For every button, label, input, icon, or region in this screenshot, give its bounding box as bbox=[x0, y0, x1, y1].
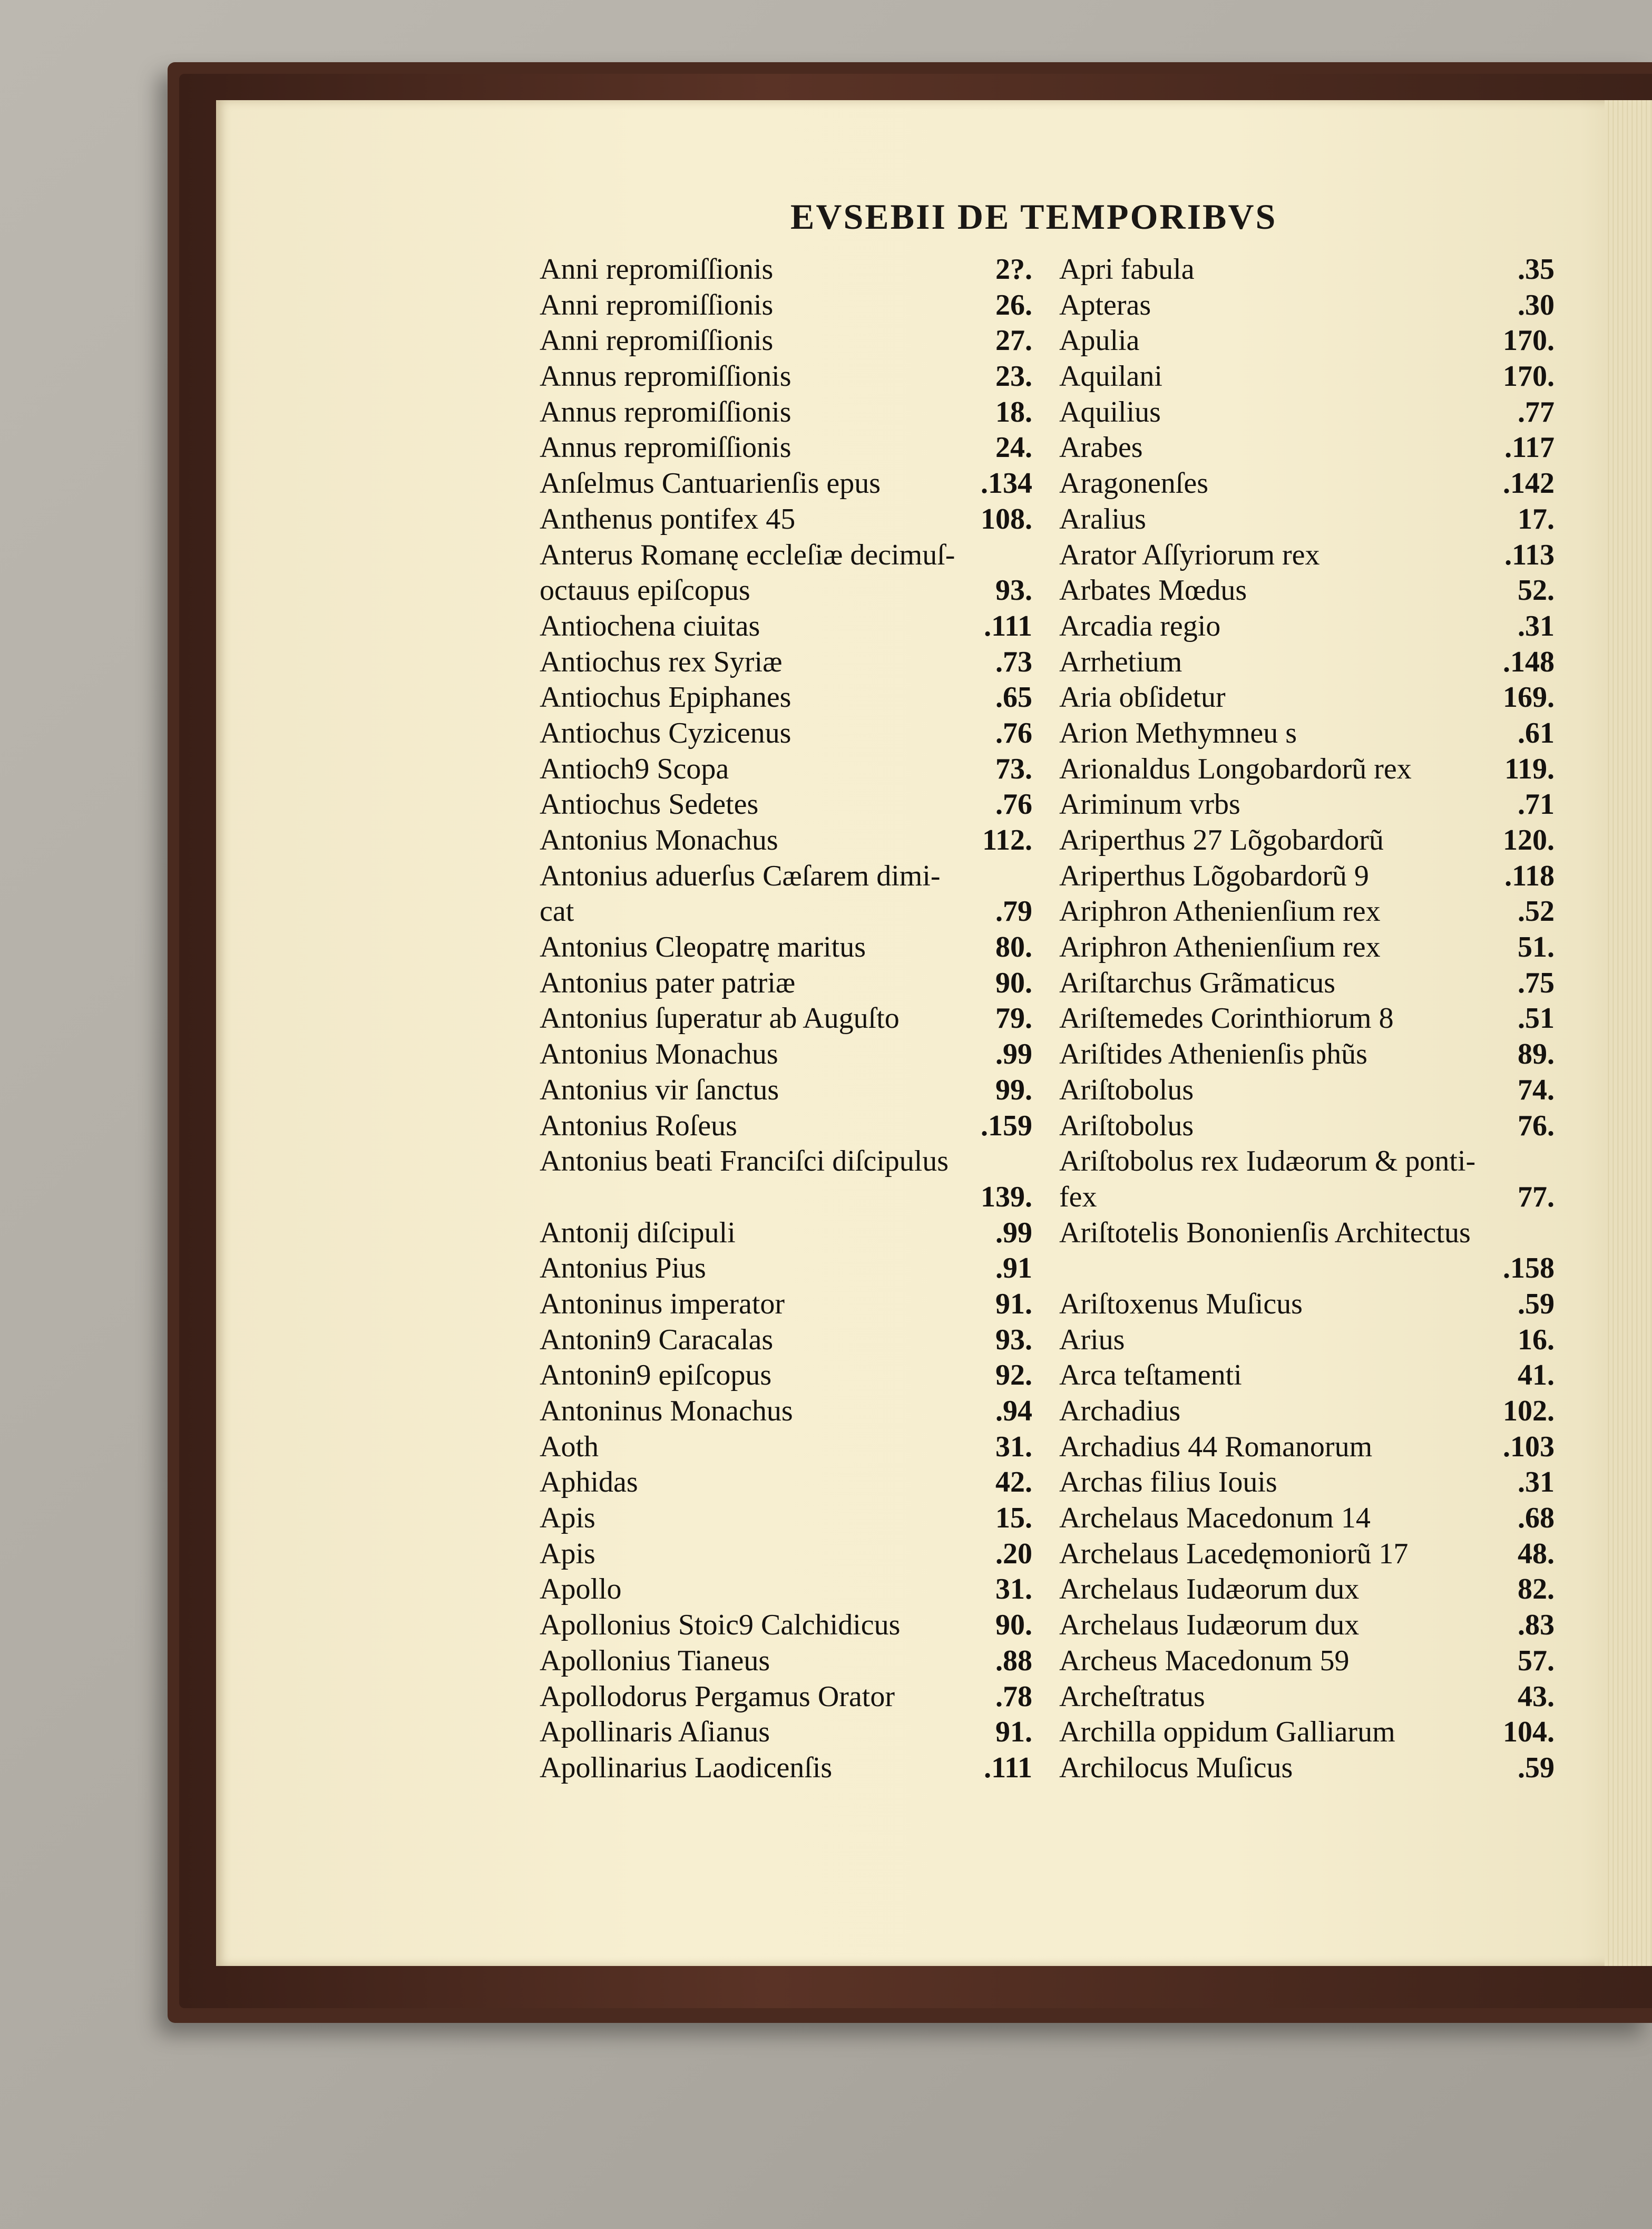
index-term: Anſelmus Cantuarienſis epus bbox=[540, 467, 881, 500]
index-page-number: .35 bbox=[1518, 253, 1555, 286]
index-page-number: 102. bbox=[1503, 1395, 1555, 1427]
index-page-number: 91. bbox=[995, 1716, 1032, 1749]
index-entry bbox=[1059, 1037, 1555, 1073]
index-entry bbox=[540, 288, 1032, 324]
index-entry bbox=[1059, 823, 1555, 859]
index-term: Apollinaris Aſianus bbox=[540, 1716, 770, 1749]
index-page-number: .77 bbox=[1518, 395, 1555, 429]
index-term: Antonius ſuperatur ab Auguſto bbox=[540, 1002, 900, 1035]
index-entry bbox=[1059, 323, 1555, 359]
index-term: Arcadia regio bbox=[1059, 609, 1221, 643]
index-entry bbox=[1059, 1429, 1555, 1465]
index-term: Archelaus Iudæorum dux bbox=[1059, 1573, 1360, 1606]
index-page-number: 57. bbox=[1518, 1644, 1555, 1677]
index-term: Annus repromiſſionis bbox=[540, 395, 791, 429]
index-term: Anterus Romanę eccleſiæ decimuſ- bbox=[540, 538, 955, 571]
index-entry bbox=[540, 1394, 1032, 1429]
index-term: Annus repromiſſionis bbox=[540, 431, 791, 464]
index-page-number: .103 bbox=[1503, 1430, 1555, 1463]
index-term: Ariperthus 27 Lõgobardorũ bbox=[1059, 824, 1384, 856]
index-entry bbox=[1059, 609, 1555, 645]
index-entry bbox=[540, 1073, 1032, 1108]
index-entry bbox=[1059, 1643, 1555, 1679]
index-entry bbox=[540, 1465, 1032, 1501]
index-term: Apollodorus Pergamus Orator bbox=[540, 1680, 895, 1713]
index-entry bbox=[540, 359, 1032, 395]
index-page-number: .117 bbox=[1504, 431, 1555, 464]
index-page-number: .68 bbox=[1518, 1502, 1555, 1535]
index-entry bbox=[540, 323, 1032, 359]
index-entry bbox=[540, 859, 1032, 894]
index-term: Aralius bbox=[1059, 502, 1146, 536]
index-entry bbox=[540, 1608, 1032, 1643]
index-page-number: 41. bbox=[1518, 1359, 1555, 1392]
index-term: Anni repromiſſionis bbox=[540, 324, 774, 357]
index-page-number: 43. bbox=[1518, 1680, 1555, 1713]
index-term: Antonius Cleopatrę maritus bbox=[540, 931, 866, 964]
index-page-number: .111 bbox=[984, 1751, 1032, 1784]
index-page-number: 23. bbox=[995, 360, 1032, 393]
index-page-number: .118 bbox=[1504, 859, 1555, 892]
index-entry bbox=[1059, 1394, 1555, 1429]
index-term: Antonius beati Franciſci diſcipulus bbox=[540, 1145, 949, 1178]
index-page-number: .61 bbox=[1518, 716, 1555, 750]
index-entry bbox=[540, 252, 1032, 288]
index-term: Apollinarius Laodicenſis bbox=[540, 1751, 833, 1784]
index-term: Aoth bbox=[540, 1430, 599, 1463]
index-page-number: 24. bbox=[995, 431, 1032, 464]
index-page-number: .91 bbox=[995, 1252, 1032, 1285]
index-page-number: .31 bbox=[1518, 1466, 1555, 1499]
index-entry bbox=[1059, 538, 1555, 573]
index-entry bbox=[540, 930, 1032, 966]
index-page-number: 2?. bbox=[995, 253, 1032, 286]
index-term: Ariminum vrbs bbox=[1059, 788, 1240, 821]
index-entry bbox=[540, 752, 1032, 787]
index-page-number: 18. bbox=[995, 395, 1032, 429]
index-term: Aquilani bbox=[1059, 360, 1162, 393]
index-column-left bbox=[540, 252, 1032, 1786]
index-term: Arionaldus Longobardorũ rex bbox=[1059, 752, 1412, 785]
index-entry bbox=[540, 1572, 1032, 1608]
index-page-number: 80. bbox=[995, 931, 1032, 964]
index-page-number: 16. bbox=[1518, 1323, 1555, 1356]
index-page-number: 26. bbox=[995, 288, 1032, 322]
index-page-number: 73. bbox=[995, 752, 1032, 785]
index-page-number: .113 bbox=[1504, 538, 1555, 571]
index-entry bbox=[1059, 1679, 1555, 1715]
index-page-number: .99 bbox=[995, 1038, 1032, 1071]
index-entry bbox=[540, 823, 1032, 859]
index-page-number: 93. bbox=[995, 574, 1032, 607]
index-page-number: .71 bbox=[1518, 788, 1555, 821]
index-page-number: 17. bbox=[1518, 502, 1555, 536]
index-term: octauus epiſcopus bbox=[540, 574, 750, 607]
index-term: Antioch9 Scopa bbox=[540, 752, 729, 785]
index-term: Aquilius bbox=[1059, 395, 1161, 429]
index-entry bbox=[1059, 1536, 1555, 1572]
index-term: Arrhetium bbox=[1059, 645, 1182, 678]
index-page-number: 77. bbox=[1518, 1180, 1555, 1213]
index-entry bbox=[540, 894, 1032, 930]
index-term: Anni repromiſſionis bbox=[540, 288, 774, 322]
index-term: Antiochus Epiphanes bbox=[540, 681, 791, 714]
index-page-number: 112. bbox=[982, 824, 1032, 856]
index-entry bbox=[1059, 252, 1555, 288]
index-entry bbox=[540, 1144, 1032, 1180]
index-page-number: 169. bbox=[1503, 681, 1555, 714]
index-page-number: .59 bbox=[1518, 1287, 1555, 1320]
index-term: Archeſtratus bbox=[1059, 1680, 1205, 1713]
index-page-number: .79 bbox=[995, 895, 1032, 928]
index-page-number: .88 bbox=[995, 1644, 1032, 1677]
index-term: Archelaus Lacedęmoniorũ 17 bbox=[1059, 1537, 1409, 1570]
index-term: Antonij diſcipuli bbox=[540, 1216, 736, 1249]
index-term: Anni repromiſſionis bbox=[540, 253, 774, 286]
index-term: Aphidas bbox=[540, 1466, 638, 1499]
index-term: Arabes bbox=[1059, 431, 1143, 464]
index-term: Archelaus Macedonum 14 bbox=[1059, 1502, 1371, 1535]
index-entry bbox=[540, 645, 1032, 680]
index-term: Archadius 44 Romanorum bbox=[1059, 1430, 1373, 1463]
index-term: Antonin9 epiſcopus bbox=[540, 1359, 772, 1392]
index-page-number: 76. bbox=[1518, 1109, 1555, 1142]
index-entry bbox=[1059, 1001, 1555, 1037]
index-entry bbox=[540, 1001, 1032, 1037]
index-page-number: 42. bbox=[995, 1466, 1032, 1499]
index-page-number: 120. bbox=[1503, 824, 1555, 856]
index-page-number: 108. bbox=[981, 502, 1032, 536]
index-page-number: 15. bbox=[995, 1502, 1032, 1535]
index-entry bbox=[1059, 680, 1555, 716]
index-term: Ariphron Athenienſium rex bbox=[1059, 895, 1381, 928]
index-page-number: 104. bbox=[1503, 1716, 1555, 1749]
index-entry bbox=[1059, 430, 1555, 466]
index-term: Apollonius Stoic9 Calchidicus bbox=[540, 1609, 901, 1642]
index-term: Ariſtemedes Corinthiorum 8 bbox=[1059, 1002, 1394, 1035]
index-page-number: 27. bbox=[995, 324, 1032, 357]
index-term: Antiochus rex Syriæ bbox=[540, 645, 783, 678]
index-entry bbox=[1059, 859, 1555, 894]
index-term: Ariſtobolus bbox=[1059, 1109, 1194, 1142]
index-term: Antonin9 Caracalas bbox=[540, 1323, 774, 1356]
index-page-number: .111 bbox=[984, 609, 1032, 643]
index-entry bbox=[1059, 1750, 1555, 1786]
index-entry bbox=[540, 1358, 1032, 1394]
index-page-number: 99. bbox=[995, 1073, 1032, 1106]
index-page-number: .75 bbox=[1518, 966, 1555, 999]
index-page-number: .142 bbox=[1503, 467, 1555, 500]
index-page-number: 31. bbox=[995, 1430, 1032, 1463]
index-page-number: 90. bbox=[995, 1609, 1032, 1642]
index-term: Apri fabula bbox=[1059, 253, 1195, 286]
index-term: Anthenus pontifex 45 bbox=[540, 502, 796, 536]
index-term: Arca teſtamenti bbox=[1059, 1359, 1242, 1392]
index-term: Antonius Monachus bbox=[540, 1038, 778, 1071]
index-entry bbox=[540, 787, 1032, 823]
index-page-number: .78 bbox=[995, 1680, 1032, 1713]
index-entry bbox=[540, 538, 1032, 573]
index-entry bbox=[540, 609, 1032, 645]
index-term: Apollo bbox=[540, 1573, 622, 1606]
index-page-number: .65 bbox=[995, 681, 1032, 714]
index-entry bbox=[1059, 752, 1555, 787]
index-page-number: .31 bbox=[1518, 609, 1555, 643]
index-entry bbox=[1059, 1108, 1555, 1144]
index-page-number: 51. bbox=[1518, 931, 1555, 964]
index-page-number: 31. bbox=[995, 1573, 1032, 1606]
index-page-number: 90. bbox=[995, 966, 1032, 999]
index-entry bbox=[1059, 288, 1555, 324]
page-edges bbox=[1605, 100, 1652, 1966]
index-entry bbox=[1059, 1073, 1555, 1108]
index-entry bbox=[1059, 1608, 1555, 1643]
index-entry bbox=[540, 680, 1032, 716]
index-term: Aria obſidetur bbox=[1059, 681, 1226, 714]
index-entry bbox=[1059, 930, 1555, 966]
index-page-number: .59 bbox=[1518, 1751, 1555, 1784]
index-entry bbox=[540, 966, 1032, 1001]
index-term: Ariſtoxenus Muſicus bbox=[1059, 1287, 1303, 1320]
index-term: Antonius pater patriæ bbox=[540, 966, 796, 999]
index-term: Antiochus Cyzicenus bbox=[540, 716, 791, 750]
index-entry bbox=[1059, 1144, 1555, 1180]
index-page-number: 170. bbox=[1503, 324, 1555, 357]
index-page-number: .52 bbox=[1518, 895, 1555, 928]
index-entry bbox=[540, 1180, 1032, 1215]
index-page-number: .94 bbox=[995, 1395, 1032, 1427]
index-entry bbox=[1059, 1322, 1555, 1358]
index-page-number: .20 bbox=[995, 1537, 1032, 1570]
index-term: Archas filius Iouis bbox=[1059, 1466, 1277, 1499]
index-entry bbox=[540, 1643, 1032, 1679]
index-term: fex bbox=[1059, 1180, 1097, 1213]
index-entry bbox=[540, 573, 1032, 609]
index-entry bbox=[1059, 1715, 1555, 1750]
index-term: Apteras bbox=[1059, 288, 1151, 322]
index-term: cat bbox=[540, 895, 574, 928]
index-entry bbox=[540, 1679, 1032, 1715]
index-entry bbox=[540, 1108, 1032, 1144]
index-entry bbox=[1059, 1358, 1555, 1394]
index-term: Arbates Mœdus bbox=[1059, 574, 1247, 607]
index-page-number: 170. bbox=[1503, 360, 1555, 393]
index-entry bbox=[540, 716, 1032, 752]
index-term: Archadius bbox=[1059, 1395, 1181, 1427]
index-entry bbox=[1059, 1251, 1555, 1287]
index-entry bbox=[1059, 1465, 1555, 1501]
index-term: Aragonenſes bbox=[1059, 467, 1209, 500]
index-entry bbox=[540, 1287, 1032, 1322]
index-term: Apollonius Tianeus bbox=[540, 1644, 770, 1677]
index-term: Apis bbox=[540, 1537, 595, 1570]
index-entry bbox=[1059, 787, 1555, 823]
index-entry bbox=[1059, 502, 1555, 538]
index-entry bbox=[1059, 1287, 1555, 1322]
index-entry bbox=[1059, 395, 1555, 431]
index-page-number: 139. bbox=[981, 1180, 1032, 1213]
index-term: Archeus Macedonum 59 bbox=[1059, 1644, 1350, 1677]
index-page-number: .134 bbox=[981, 467, 1032, 500]
index-term: Apis bbox=[540, 1502, 595, 1535]
index-page-number: .51 bbox=[1518, 1002, 1555, 1035]
index-entry bbox=[1059, 1501, 1555, 1536]
index-entry bbox=[1059, 1572, 1555, 1608]
index-entry bbox=[540, 1322, 1032, 1358]
index-term: Ariſtotelis Bononienſis Architectus bbox=[1059, 1216, 1471, 1249]
index-entry bbox=[540, 430, 1032, 466]
index-page-number: 89. bbox=[1518, 1038, 1555, 1071]
index-page-number: .30 bbox=[1518, 288, 1555, 322]
index-entry bbox=[540, 1536, 1032, 1572]
index-term: Archilla oppidum Galliarum bbox=[1059, 1716, 1395, 1749]
index-term: Antonius aduerſus Cæſarem dimi- bbox=[540, 859, 941, 892]
index-term: Ariſtobolus bbox=[1059, 1073, 1194, 1106]
index-term: Archilocus Muſicus bbox=[1059, 1751, 1293, 1784]
index-term: Antonius vir ſanctus bbox=[540, 1073, 779, 1106]
index-term: Antonius Pius bbox=[540, 1252, 706, 1285]
index-page-number: 48. bbox=[1518, 1537, 1555, 1570]
index-page-number: 52. bbox=[1518, 574, 1555, 607]
index-term: Arion Methymneu s bbox=[1059, 716, 1297, 750]
index-entry bbox=[1059, 1180, 1555, 1215]
index-entry bbox=[540, 1429, 1032, 1465]
index-entry bbox=[540, 1715, 1032, 1750]
index-term: Ariperthus Lõgobardorũ 9 bbox=[1059, 859, 1369, 892]
index-term: Antonius Roſeus bbox=[540, 1109, 737, 1142]
index-term: Ariſtobolus rex Iudæorum & ponti- bbox=[1059, 1145, 1476, 1178]
index-term: Ariſtides Athenienſis phũs bbox=[1059, 1038, 1367, 1071]
index-term: Arius bbox=[1059, 1323, 1125, 1356]
index-page-number: .159 bbox=[981, 1109, 1032, 1142]
index-term: Archelaus Iudæorum dux bbox=[1059, 1609, 1360, 1642]
index-page-number: 79. bbox=[995, 1002, 1032, 1035]
index-entry bbox=[540, 1501, 1032, 1536]
index-term: Annus repromiſſionis bbox=[540, 360, 791, 393]
index-column-right bbox=[1059, 252, 1555, 1786]
index-entry bbox=[1059, 966, 1555, 1001]
index-entry bbox=[1059, 716, 1555, 752]
index-entry bbox=[1059, 1215, 1555, 1251]
index-page-number: 74. bbox=[1518, 1073, 1555, 1106]
index-page-number: .76 bbox=[995, 716, 1032, 750]
index-page-number: 119. bbox=[1504, 752, 1555, 785]
index-page-number: 92. bbox=[995, 1359, 1032, 1392]
index-page-number: .76 bbox=[995, 788, 1032, 821]
index-term: Antiochena ciuitas bbox=[540, 609, 760, 643]
index-entry bbox=[540, 1215, 1032, 1251]
index-term: Antiochus Sedetes bbox=[540, 788, 759, 821]
index-term: Arator Aſſyriorum rex bbox=[1059, 538, 1320, 571]
index-page-number: .99 bbox=[995, 1216, 1032, 1249]
index-entry bbox=[1059, 573, 1555, 609]
index-page-number: 91. bbox=[995, 1287, 1032, 1320]
index-page-number: .158 bbox=[1503, 1252, 1555, 1285]
index-entry bbox=[1059, 645, 1555, 680]
index-entry bbox=[1059, 359, 1555, 395]
index-term: Ariſtarchus Grãmaticus bbox=[1059, 966, 1336, 999]
index-entry bbox=[540, 1251, 1032, 1287]
index-page-number: .83 bbox=[1518, 1609, 1555, 1642]
index-page-number: .148 bbox=[1503, 645, 1555, 678]
index-entry bbox=[1059, 894, 1555, 930]
index-entry bbox=[1059, 466, 1555, 502]
index-term: Antonius Monachus bbox=[540, 824, 778, 856]
index-page-number: 93. bbox=[995, 1323, 1032, 1356]
index-entry bbox=[540, 1750, 1032, 1786]
index-term: Antoninus imperator bbox=[540, 1287, 785, 1320]
index-term: Antoninus Monachus bbox=[540, 1395, 793, 1427]
index-term: Ariphron Athenienſium rex bbox=[1059, 931, 1381, 964]
index-term: Apulia bbox=[1059, 324, 1140, 357]
index-entry bbox=[540, 1037, 1032, 1073]
index-entry bbox=[540, 466, 1032, 502]
index-page-number: 82. bbox=[1518, 1573, 1555, 1606]
index-entry bbox=[540, 395, 1032, 431]
index-page-number: .73 bbox=[995, 645, 1032, 678]
running-header: EVSEBII DE TEMPORIBVS bbox=[790, 197, 1277, 237]
index-entry bbox=[540, 502, 1032, 538]
